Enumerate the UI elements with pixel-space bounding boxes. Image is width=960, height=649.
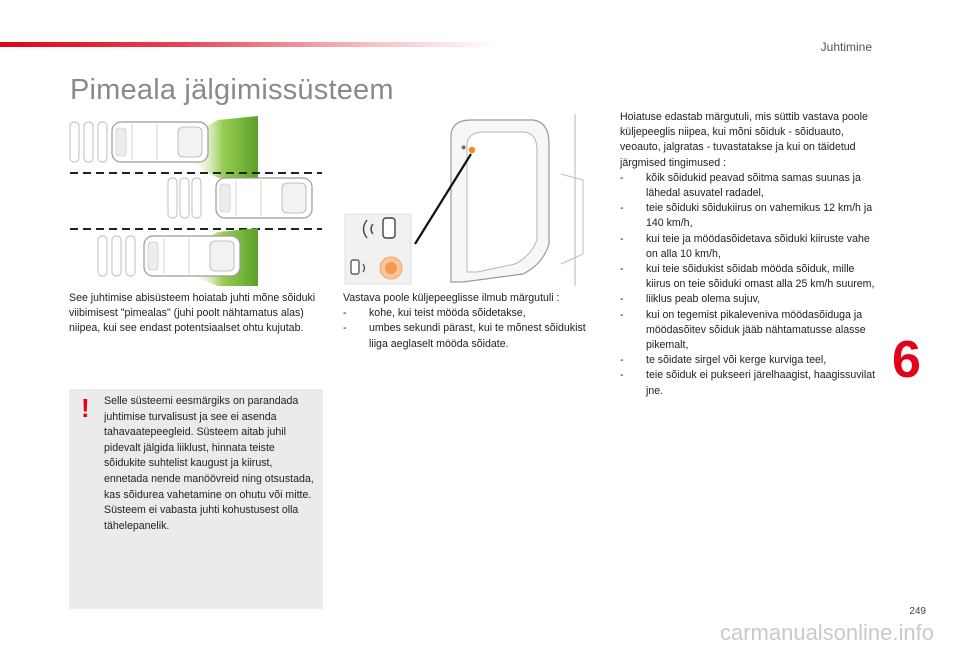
blind-spot-traffic-illustration bbox=[68, 116, 324, 286]
page-number: 249 bbox=[909, 606, 926, 617]
list-item: - te sõidate sirgel või kerge kurviga teel, bbox=[620, 354, 827, 367]
own-vehicle bbox=[216, 178, 312, 218]
watermark: carmanualsonline.info bbox=[719, 620, 934, 645]
svg-text:◉: ◉ bbox=[461, 145, 467, 151]
conditions-description bbox=[620, 110, 876, 399]
warning-box bbox=[69, 389, 323, 609]
chapter-number: 6 bbox=[892, 331, 921, 389]
page-title: Pimeala jälgimissüsteem bbox=[70, 74, 394, 106]
exclamation-icon: ! bbox=[81, 393, 90, 423]
list-item: - kohe, kui teist mööda sõidetakse, bbox=[343, 307, 526, 320]
list-item: - kõik sõidukid peavad sõitma samas suunas ja lähedal asuvatel radadel, bbox=[620, 171, 861, 200]
vehicle-overtaking bbox=[112, 122, 208, 162]
intro-text: See juhtimise abisüsteem hoiatab juhti mõne sõiduki viibimisest "pimealas" (juhi poolt nähtamatus alas) niipea, kui see endast potentsiaalset ohtu kujutab. bbox=[69, 292, 316, 335]
conditions-intro: Hoiatuse edastab märgutuli, mis süttib vastava poole küljepeeglis niipea, kui mõni sõiduk - sõiduauto, veoauto, jalgratas - tuvastatakse ja kui on täidetud järgmised tingimused : bbox=[620, 111, 868, 169]
list-item: - kui on tegemist pikaleveniva möödasõiduga ja möödasõitev sõiduk jääb nähtamatusse alasse pikemalt, bbox=[620, 308, 866, 352]
indicator-description bbox=[343, 291, 599, 352]
indicator-intro: Vastava poole küljepeeglisse ilmub märgutuli : bbox=[343, 292, 560, 304]
intro-paragraph bbox=[69, 291, 321, 337]
list-item: - kui teie ja möödasõidetava sõiduki kiiruste vahe on alla 10 km/h, bbox=[620, 232, 870, 260]
list-item: - liiklus peab olema sujuv, bbox=[620, 293, 761, 306]
section-name: Juhtimine bbox=[820, 40, 872, 54]
warning-text: Selle süsteemi eesmärgiks on parandada juhtimise turvalisust ja see ei asenda tahavaatepeeglеid. Süsteem aitab juhil pidevalt jälgida liiklust, hinnata teiste sõidukite suhtelist kaugust ja kiirust, ennetada nende manöövreid ning otsustada, kas sõidurea vahetamine on ohutu või mitte. Süsteem ei vabasta juhti kohustusest olla tähelepanelik. bbox=[104, 395, 314, 532]
list-item: - teie sõiduki sõidukiirus on vahemikus 12 km/h ja 140 km/h, bbox=[620, 202, 873, 230]
list-item: - teie sõiduk ei pukseeri järelhaagist, haagissuvilat jne. bbox=[620, 369, 876, 397]
list-item: - umbes sekundi pärast, kui te mõnest sõidukist liiga aeglaselt mööda sõidate. bbox=[343, 322, 586, 350]
mirror-indicator-light bbox=[469, 147, 475, 153]
header-accent-bar bbox=[0, 42, 500, 47]
side-mirror-illustration bbox=[343, 114, 593, 286]
vehicle-in-blind-spot bbox=[144, 236, 240, 276]
list-item: - kui teie sõidukist sõidab mööda sõiduk, mille kiirus on teie sõiduki omast alla 25 km/h suurem, bbox=[620, 263, 875, 291]
